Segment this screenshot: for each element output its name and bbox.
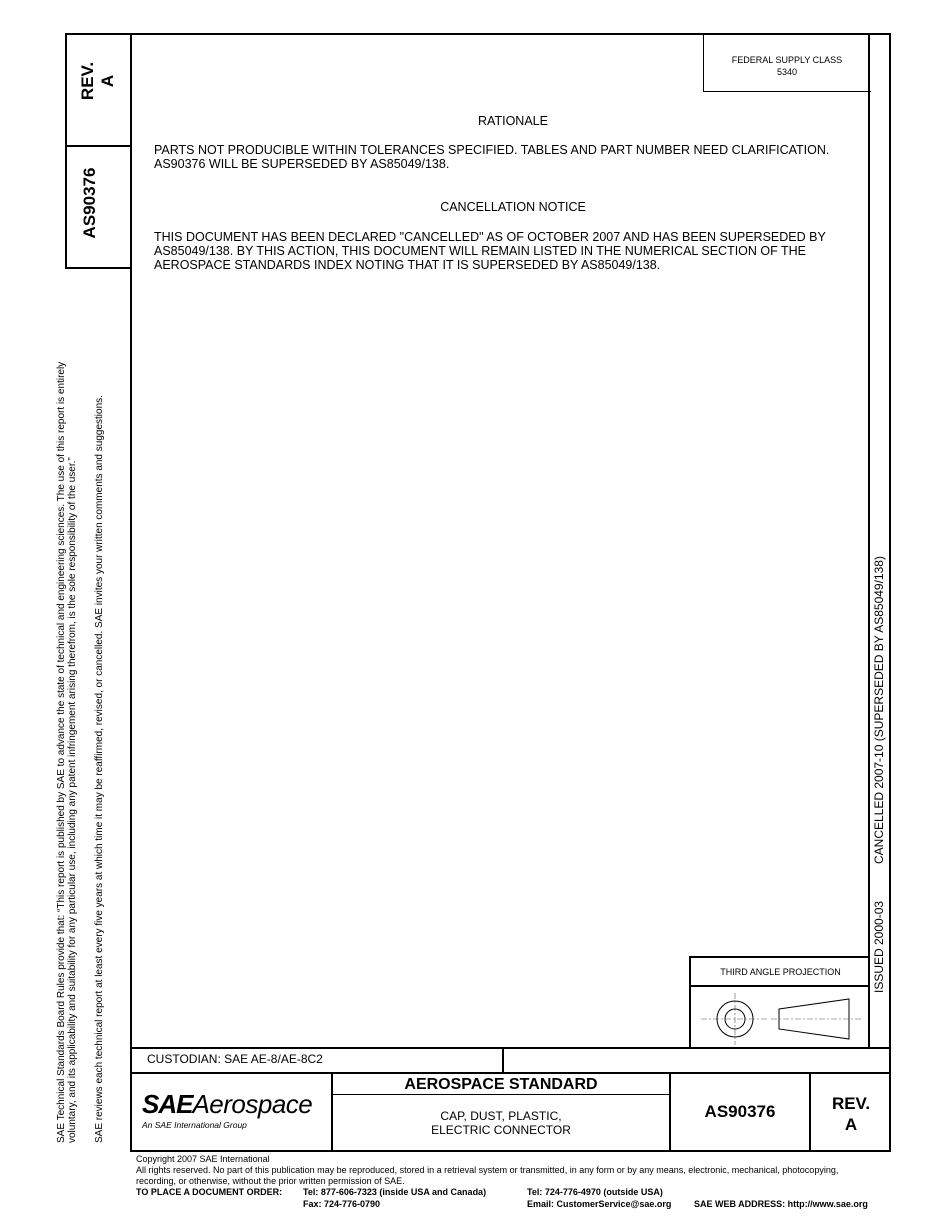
review-notice: SAE reviews each technical report at least every five years at which time it may be reaffirmed, revised, or cancelled. SAE invites your written comments and suggestions. (94, 395, 105, 1143)
federal-supply-class (704, 54, 870, 78)
rationale-text: PARTS NOT PRODUCIBLE WITHIN TOLERANCES SPECIFIED. TABLES AND PART NUMBER NEED CLARIFICATION. AS90376 WILL BE SUPERSEDED BY AS85049/138. (154, 143, 830, 171)
copyright: Copyright 2007 SAE International (136, 1154, 270, 1164)
rationale-heading: RATIONALE (478, 114, 548, 128)
cancellation-heading: CANCELLATION NOTICE (440, 200, 586, 214)
sae-aerospace-logo (142, 1090, 328, 1130)
title-block (130, 1072, 891, 1152)
rights-line-2: recording, or otherwise, without the prior written permission of SAE. (136, 1176, 405, 1186)
custodian-row (130, 1047, 891, 1074)
projection-label: THIRD ANGLE PROJECTION (720, 967, 841, 977)
footer (136, 1154, 886, 1187)
federal-supply-class-value: 5340 (776, 67, 798, 77)
web-address: SAE WEB ADDRESS: http://www.sae.org (694, 1199, 868, 1209)
side-tab-rev: REV. A (78, 61, 117, 101)
fax: Fax: 724-776-0790 (303, 1199, 381, 1209)
side-tab-doc-number: AS90376 (80, 167, 99, 239)
board-rules-line-2: voluntary, and its applicability and suitability for any particular use, including any patent infringement arising therefrom, is the sole responsibility of the user.” (67, 457, 78, 1143)
title-block-doc-number: AS90376 (704, 1102, 776, 1121)
tel-outside: Tel: 724-776-4970 (outside USA) (527, 1187, 663, 1197)
board-rules-line-1: SAE Technical Standards Board Rules provide that: “This report is published by SAE to advance the state of technical and engineering sciences. The use of this report is entirely (56, 361, 67, 1143)
document-title (333, 1109, 669, 1137)
title-block-rev-value: A (844, 1115, 858, 1134)
order-info (136, 1187, 886, 1211)
projection-symbol (691, 987, 870, 1049)
order-label: TO PLACE A DOCUMENT ORDER: (136, 1187, 283, 1197)
document-title-line-2: ELECTRIC CONNECTOR (431, 1123, 571, 1137)
cancellation-text: THIS DOCUMENT HAS BEEN DECLARED "CANCELLED" AS OF OCTOBER 2007 AND HAS BEEN SUPERSEDED BY AS85049/138. BY THIS ACTION, THIS DOCUMENT WILL REMAIN LISTED IN THE NUMERICAL SECTION OF THE AEROSPACE STANDARDS INDEX NOTING THAT IT IS SUPERSEDED BY AS85049/138. (154, 230, 826, 272)
tel-inside: Tel: 877-606-7323 (inside USA and Canada) (303, 1187, 487, 1197)
rights-line-1: All rights reserved. No part of this publication may be reproduced, stored in a retrieval system or transmitted, in any form or by any means, electronic, mechanical, photocopying, (136, 1165, 839, 1175)
document-title-line-1: CAP, DUST, PLASTIC, (440, 1109, 562, 1123)
custodian: CUSTODIAN: SAE AE-8/AE-8C2 (147, 1052, 323, 1066)
standard-type: AEROSPACE STANDARD (404, 1076, 598, 1093)
title-block-rev-label: REV. (831, 1094, 871, 1113)
issued-date: ISSUED 2000-03 (872, 900, 886, 993)
federal-supply-class-label: FEDERAL SUPPLY CLASS (731, 55, 843, 65)
cancelled-date: CANCELLED 2007-10 (SUPERSEDED BY AS85049/138) (872, 556, 886, 864)
title-block-revision (811, 1093, 891, 1135)
logo-sae: SAE (142, 1089, 193, 1119)
logo-aerospace: Aerospace (192, 1089, 313, 1119)
email: Email: CustomerService@sae.org (527, 1199, 672, 1209)
logo-tagline: An SAE International Group (142, 1120, 247, 1130)
third-angle-projection-box (689, 956, 870, 1049)
